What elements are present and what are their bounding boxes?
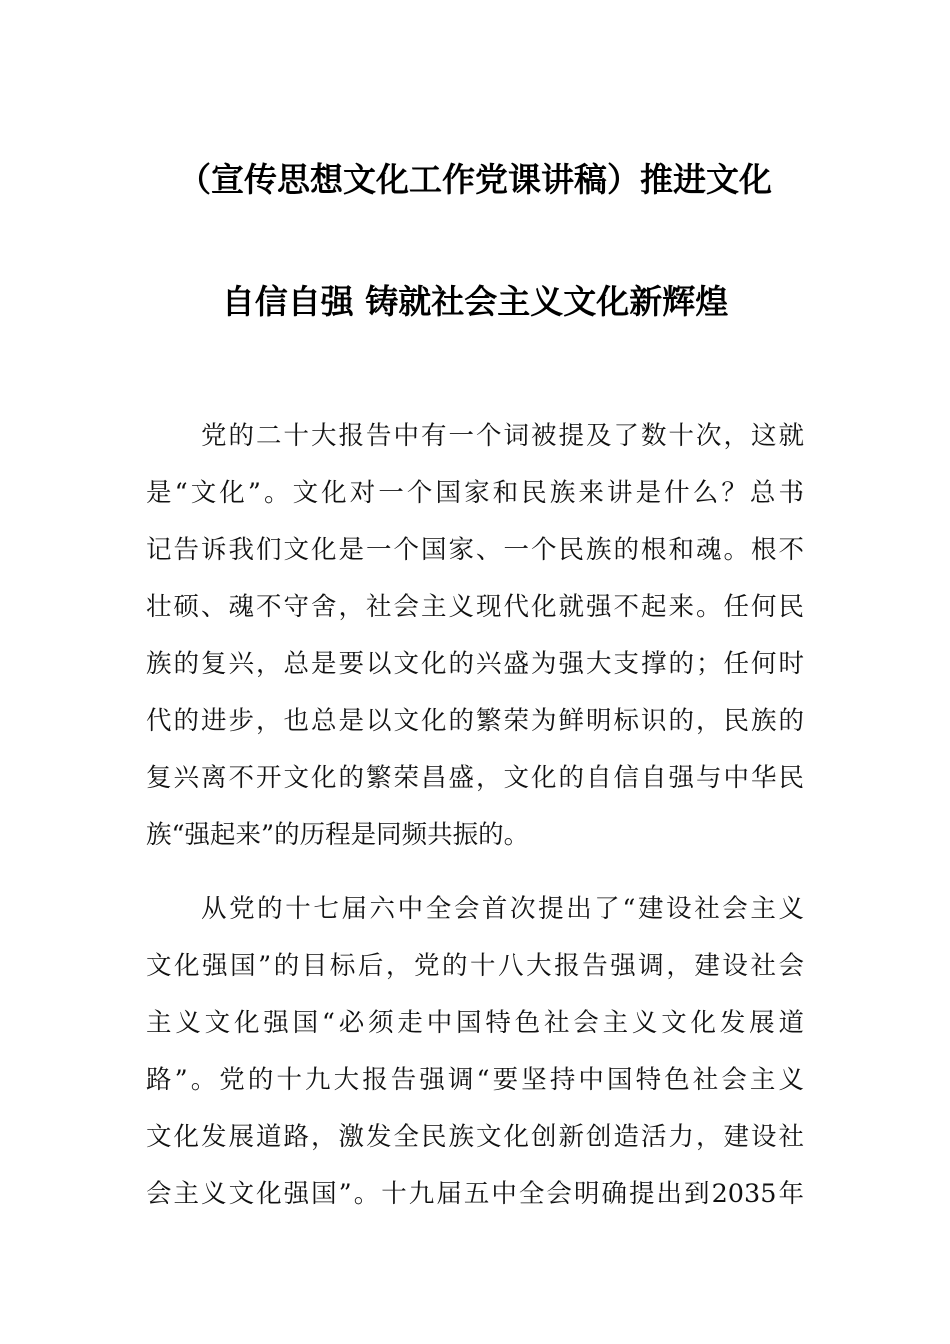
- paragraph-line: 代的进步，也总是以文化的繁荣为鲜明标识的，民族的: [146, 706, 804, 736]
- paragraph-line: 族“强起来”的历程是同频共振的。: [146, 820, 530, 850]
- paragraph-line: 记告诉我们文化是一个国家、一个民族的根和魂。根不: [146, 535, 804, 565]
- paragraph-line: 路”。党的十九大报告强调“要坚持中国特色社会主义: [146, 1065, 804, 1095]
- paragraph-line: 从党的十七届六中全会首次提出了“建设社会主义: [201, 894, 804, 924]
- paragraph-line: 族的复兴，总是要以文化的兴盛为强大支撑的；任何时: [146, 649, 804, 679]
- paragraph-line: 党的二十大报告中有一个词被提及了数十次，这就: [201, 421, 804, 451]
- paragraph-line: 会主义文化强国”。十九届五中全会明确提出到2035年: [146, 1179, 804, 1209]
- document-title-line-1: （宣传思想文化工作党课讲稿）推进文化: [178, 160, 772, 199]
- paragraph-line: 壮硕、魂不守舍，社会主义现代化就强不起来。任何民: [146, 592, 804, 622]
- paragraph-line: 主义文化强国“必须走中国特色社会主义文化发展道: [146, 1008, 804, 1038]
- paragraph-line: 文化强国”的目标后，党的十八大报告强调，建设社会: [146, 951, 804, 981]
- paragraph-line: 是“文化”。文化对一个国家和民族来讲是什么？总书: [146, 478, 804, 508]
- document-title-line-2: 自信自强 铸就社会主义文化新辉煌: [221, 282, 729, 321]
- paragraph-line: 文化发展道路，激发全民族文化创新创造活力，建设社: [146, 1122, 804, 1152]
- paragraph-line: 复兴离不开文化的繁荣昌盛，文化的自信自强与中华民: [146, 763, 804, 793]
